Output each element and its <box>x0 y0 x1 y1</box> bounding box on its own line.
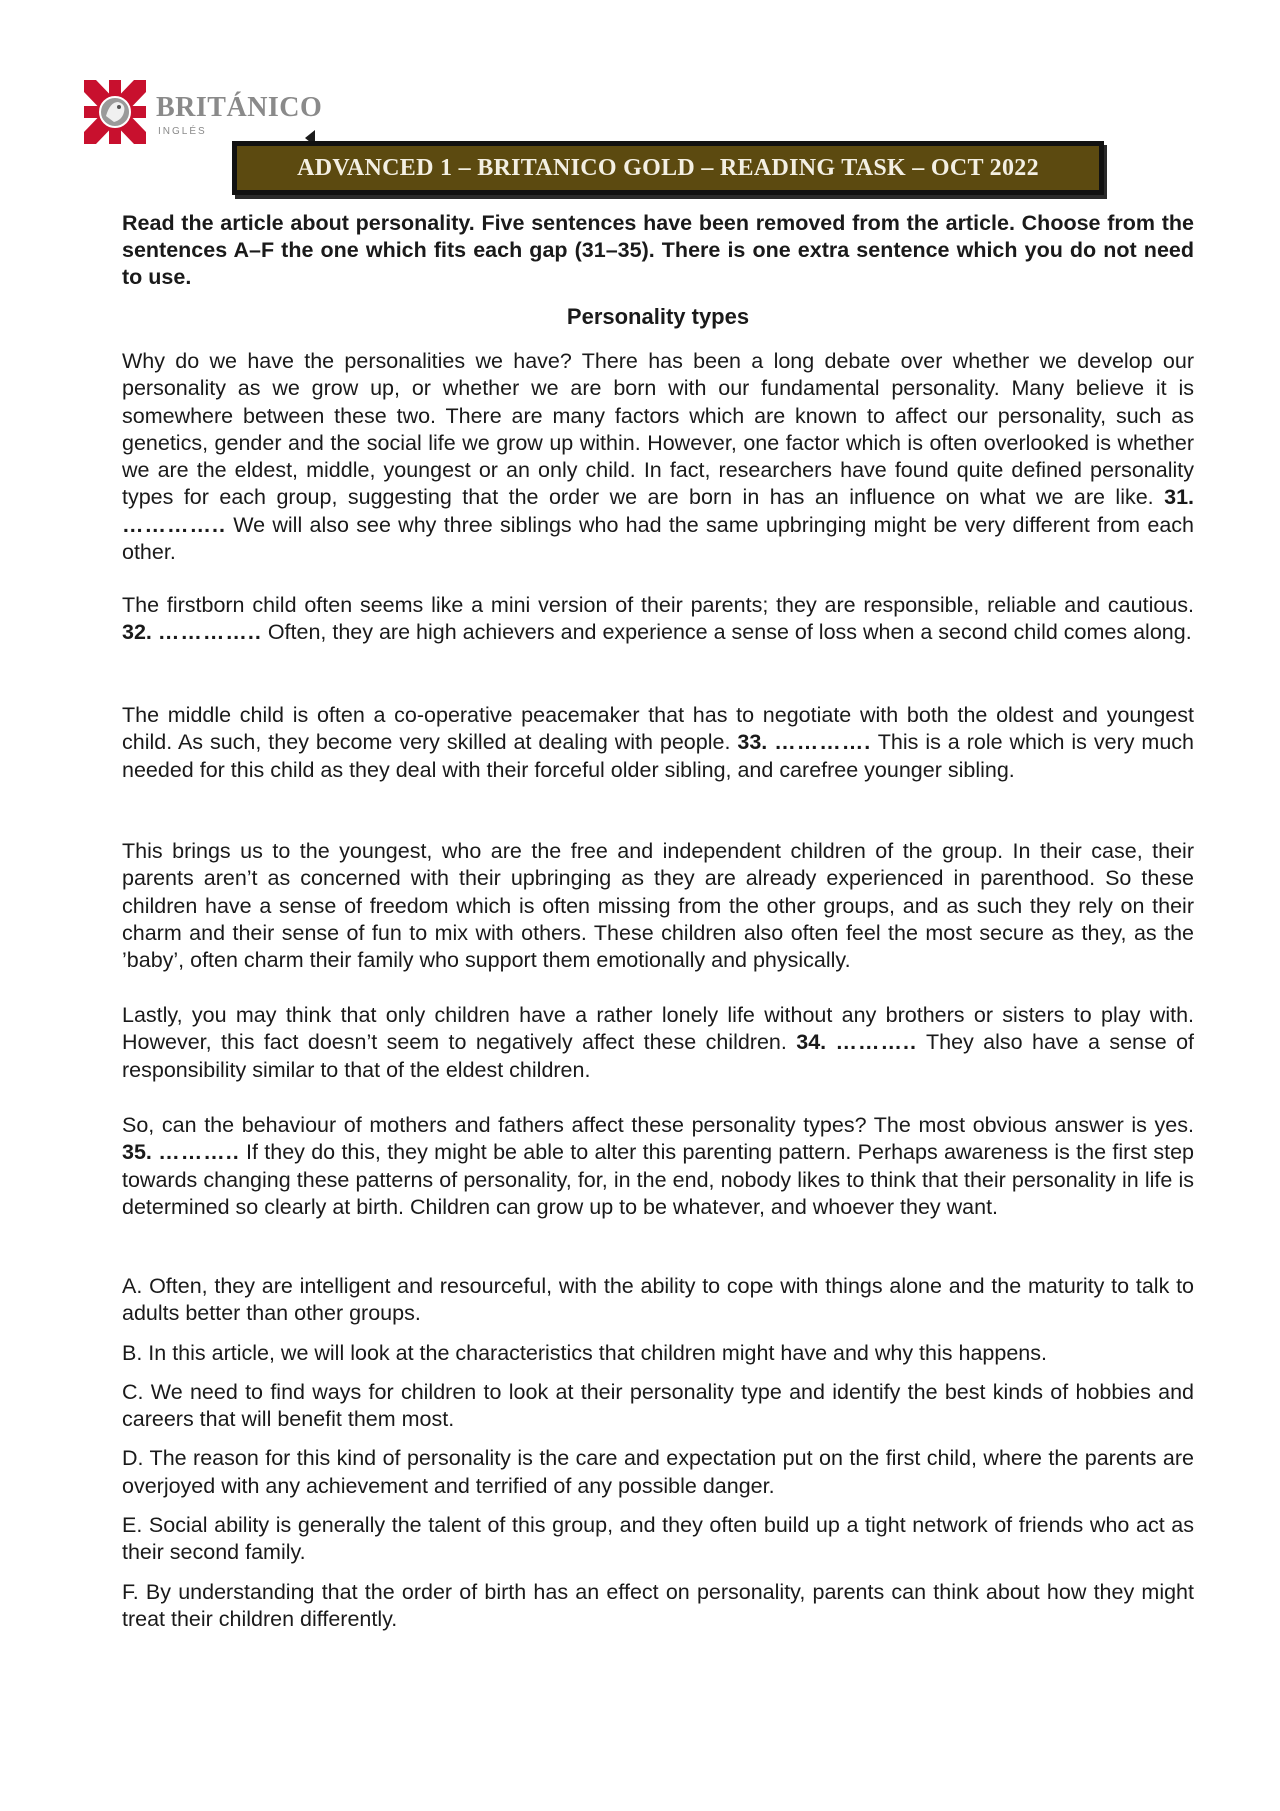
paragraph-text: This is a role which is very much needed for this child as they deal with their forceful older sibling, and carefree younger sibling. <box>122 730 1195 782</box>
paragraph-text: If they do this, they might be able to alter this parenting pattern. Perhaps awareness is the first step towards changing these patterns of personality, for, in the end, nobody likes to think that their personality in life is determined so clearly at birth. Children can grow up to be whatever, and whoever they want. <box>122 1140 1194 1219</box>
gap-35-number: 35. <box>122 1140 152 1165</box>
paragraph-middle-child <box>122 702 1194 784</box>
paragraph-youngest <box>122 838 1194 974</box>
banner-title: ADVANCED 1 – BRITANICO GOLD – READING TASK – OCT 2022 <box>297 154 1039 181</box>
article-title: Personality types <box>566 304 750 329</box>
gap-32-number: 32. <box>122 620 152 645</box>
paragraph-text: The firstborn child often seems like a mini version of their parents; they are responsible, reliable and cautious. <box>122 593 1194 617</box>
gap-31-number: 31. <box>1164 485 1194 510</box>
answer-options <box>122 1273 1194 1645</box>
gap-35-blank: ……….. <box>158 1140 240 1165</box>
option-a: A. Often, they are intelligent and resourceful, with the ability to cope with things alone and the maturity to talk to adults better than other groups. <box>122 1274 1194 1326</box>
paragraph-parents <box>122 1112 1194 1221</box>
gap-33-blank: …………. <box>774 730 872 755</box>
paragraph-text: So, can the behaviour of mothers and fathers affect these personality types? The most obvious answer is yes. <box>122 1113 1194 1137</box>
paragraph-intro <box>122 348 1194 566</box>
gap-34-blank: ……….. <box>835 1030 917 1055</box>
paragraph-text: Often, they are high achievers and experience a sense of loss when a second child comes along. <box>267 620 1192 645</box>
option-c: C. We need to find ways for children to look at their personality type and identify the best kinds of hobbies and careers that will benefit them most. <box>122 1379 1194 1432</box>
option-d: D. The reason for this kind of personality is the care and expectation put on the first child, where the parents are overjoyed with any achievement and terrified of any possible danger. <box>122 1446 1194 1498</box>
option-f: F. By understanding that the order of birth has an effect on personality, parents can think about how they might treat their children differently. <box>122 1579 1194 1631</box>
paragraph-text: Why do we have the personalities we have? There has been a long debate over whether we develop our personality as we grow up, or whether we are born with our fundamental personality. Many believe it is somewhere between these two. There are many factors which are known to affect our personality, such as genetics, gender and the social life we grow up within. However, one factor which is often overlooked is whether we are the eldest, middle, youngest or an only child. In fact, researchers have found quite defined personality types for each group, suggesting that the order we are born in has an influence on what we are like. <box>122 349 1194 510</box>
logo-name: BRITÁNICO <box>156 92 323 123</box>
gap-34-number: 34. <box>796 1030 827 1055</box>
gap-32-blank: ………….. <box>157 620 262 645</box>
instructions: Read the article about personality. Five sentences have been removed from the article. Choose from the sentences A–F the one which fits each gap (31–35). There is one extra sentence which you do not need to use. <box>122 211 1194 289</box>
option-e: E. Social ability is generally the talent of this group, and they often build up a tight network of friends who act as their second family. <box>122 1513 1194 1565</box>
paragraph-firstborn <box>122 592 1194 647</box>
paragraph-text: We will also see why three siblings who had the same upbringing might be very different from each other. <box>122 512 1194 565</box>
paragraph-text: They also have a sense of responsibility similar to that of the eldest children. <box>122 1030 1194 1082</box>
paragraph-text: This brings us to the youngest, who are the free and independent children of the group. In their case, their parents aren’t as concerned with their upbringing as they are already experienced in parenthood. So these children have a sense of freedom which is often missing from the other groups, and as such they rely on their charm and their sense of fun to mix with others. These children also often feel the most secure as they, as the ’baby’, often charm their family who support them emotionally and physically. <box>122 839 1194 973</box>
britanico-logo <box>84 80 324 144</box>
option-b: B. In this article, we will look at the characteristics that children might have and why this happens. <box>122 1340 1047 1365</box>
lion-crest-icon <box>84 80 146 144</box>
gap-31-blank: ………….. <box>122 512 226 537</box>
paragraph-text: Lastly, you may think that only children have a rather lonely life without any brothers or sisters to play with. However, this fact doesn’t seem to negatively affect these children. <box>122 1003 1194 1055</box>
paragraph-text: The middle child is often a co-operative peacemaker that has to negotiate with both the oldest and youngest child. As such, they become very skilled at dealing with people. <box>122 703 1194 755</box>
logo-subtitle: INGLÉS <box>158 126 207 137</box>
gap-33-number: 33. <box>737 730 768 755</box>
paragraph-only-child <box>122 1002 1194 1084</box>
title-banner <box>232 141 1104 195</box>
